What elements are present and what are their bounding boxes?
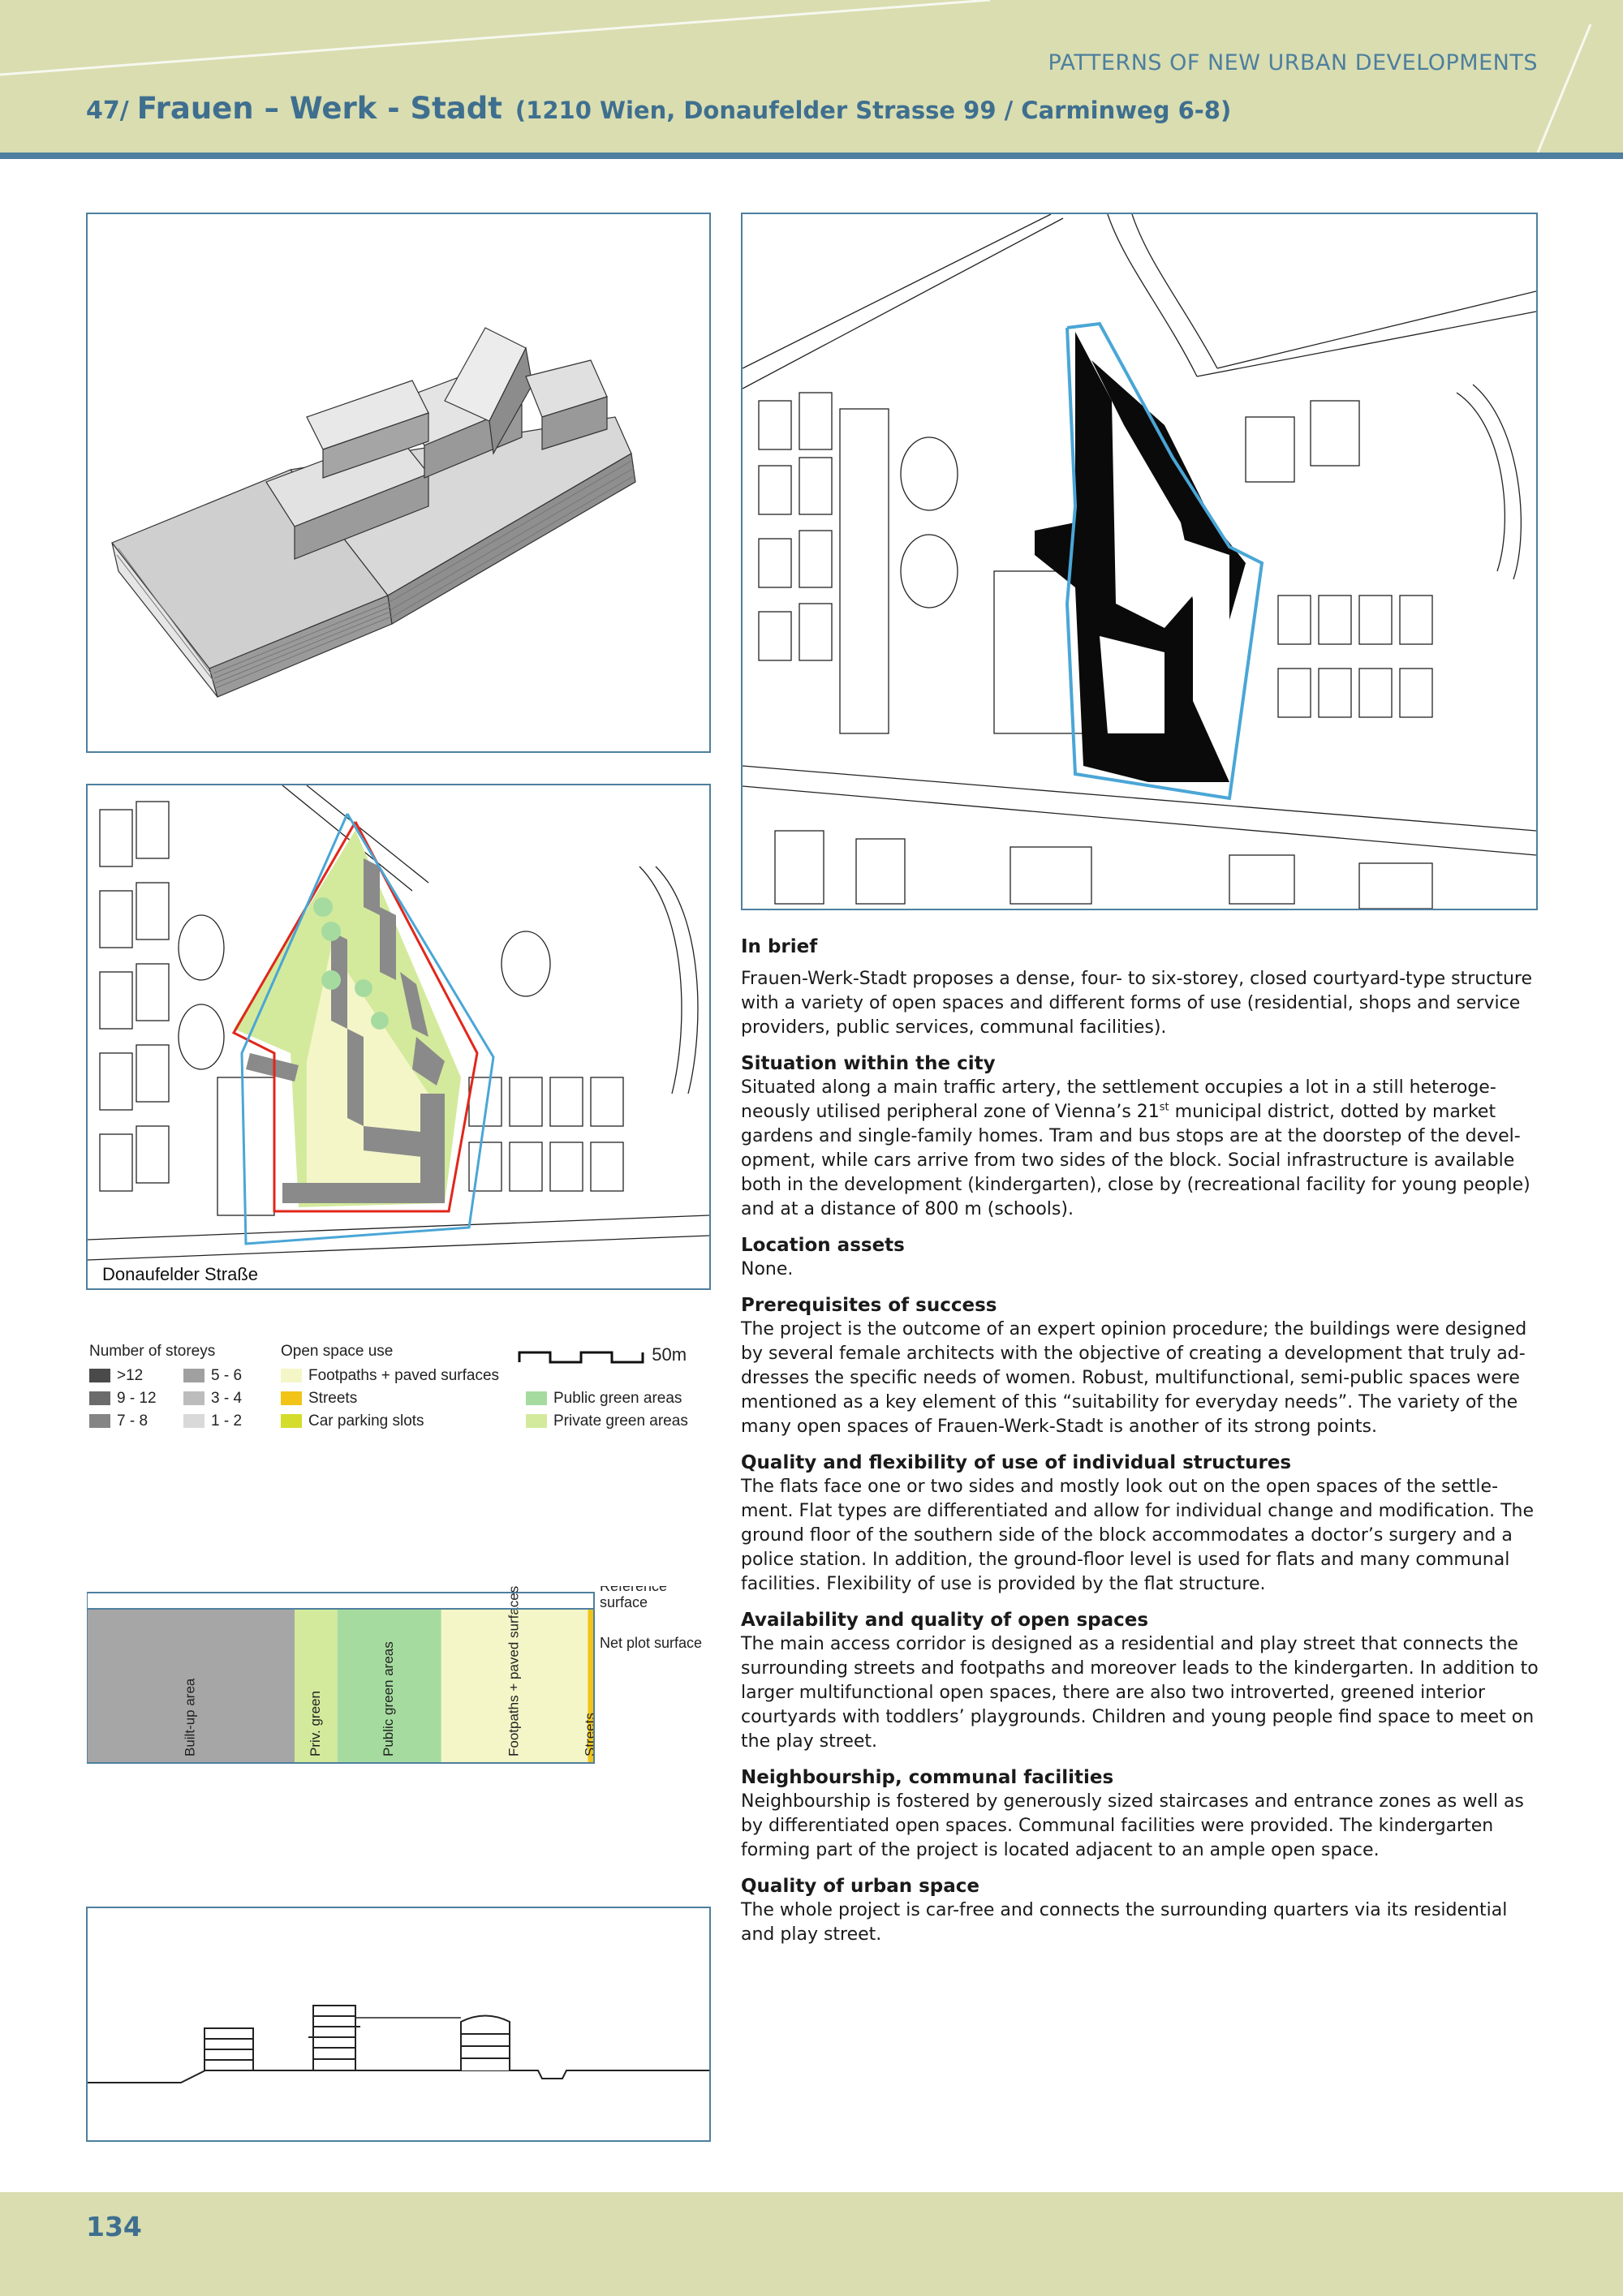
series-title: PATTERNS OF NEW URBAN DEVELOPMENTS (1048, 50, 1538, 75)
scale-bar (518, 1344, 687, 1365)
bar-label: Public green areas (381, 1641, 397, 1756)
label-reference-surface: Reference surface (600, 1586, 668, 1610)
legend-item: 3 - 4 (183, 1390, 242, 1408)
bar-label: Built-up area (182, 1678, 198, 1756)
legend-item: Footpaths + paved surfaces (281, 1367, 499, 1385)
heading-neighbourship: Neighbourship, communal facilities (741, 1767, 1114, 1788)
legend-open-space-title: Open space use (281, 1343, 394, 1360)
description-column (741, 935, 1544, 1958)
paragraph-location-assets: None. (741, 1259, 794, 1279)
legend-item: 7 - 8 (89, 1412, 148, 1430)
axonometric-view (86, 213, 711, 753)
page-footer (0, 2192, 1623, 2296)
paragraph-prerequisites: The project is the outcome of an expert opinion procedure; the buildings were designed by several female architects with the objective of creating a development that truly ad-dresses the specific needs of women. Robust, multifunctional, semi-public spaces were mentioned as a key element of this “suitability for everyday needs”. The variety of the many open spaces of Frauen-Werk-Stadt is another of its strong points. (741, 1319, 1527, 1437)
heading-open-spaces: Availability and quality of open spaces (741, 1610, 1149, 1631)
scale-label: 50m (652, 1344, 687, 1365)
heading-prerequisites: Prerequisites of success (741, 1295, 997, 1316)
label-net-plot-surface: Net plot surface (600, 1635, 703, 1651)
street-section-drawing (86, 1907, 711, 2142)
legend-item: Private green areas (526, 1412, 688, 1430)
paragraph-situation: Situated along a main traffic artery, the settlement occupies a lot in a still heteroge-neously utilised peripheral zone of Vienna’s 21st municipal district, dotted by market gardens and single-family homes. Tram and bus stops are at the doorstep of the devel-opment, while cars arrive from two sides of the block. Social infrastructure is available both in the development (kindergarten), close by (recreational facility for young people) and at a distance of 800 m (schools). (741, 1077, 1530, 1219)
paragraph-quality-flexibility: The flats face one or two sides and mostly look out on the open spaces of the settle-ment. Flat types are differentiated and allow for individual change and modification. The ground floor of the southern side of the block accommodates a doctor’s surgery and a police station. In addition, the ground-floor level is used for flats and many communal facilities. Flexibility of use is provided by the flat structure. (741, 1477, 1535, 1594)
heading-in-brief: In brief (741, 936, 818, 957)
heading-situation: Situation within the city (741, 1053, 996, 1074)
project-address: (1210 Wien, Donaufelder Strasse 99 / Carminweg 6-8) (514, 97, 1232, 124)
paragraph-in-brief: Frauen-Werk-Stadt proposes a dense, four- to six-storey, closed courtyard-type structure with a variety of open spaces and different forms of use (residential, shops and service providers, public services, communal facilities). (741, 969, 1533, 1038)
paragraph-neighbourship: Neighbourship is fostered by generously sized staircases and entrance zones as well as by differentiated open spaces. Communal facilities were provided. The kindergarten forming part of the project is located adjacent to an ample open space. (741, 1791, 1524, 1860)
bar-label: Footpaths + paved surfaces (506, 1586, 522, 1756)
page-title (86, 91, 1231, 126)
legend-storeys-title: Number of storeys (89, 1343, 216, 1360)
entry-number: 47/ (86, 97, 129, 125)
project-title: Frauen – Werk - Stadt (136, 91, 502, 126)
legend-item: 9 - 12 (89, 1390, 157, 1408)
site-plan-figure-ground (741, 213, 1538, 910)
heading-location-assets: Location assets (741, 1235, 905, 1256)
plot-area-chart (87, 1586, 712, 1769)
legend-item: Public green areas (526, 1390, 682, 1408)
bar-label: Priv. green (307, 1691, 323, 1756)
header-decoration (0, 0, 1623, 153)
street-label: Donaufelder Straße (102, 1264, 258, 1284)
paragraph-open-spaces: The main access corridor is designed as a residential and play street that connects the surrounding streets and footpaths and moreover leads to the kindergarten. In addition to larger multifunctional open spaces, there are also two introverted, greened interior courtyards with toddlers’ playgrounds. Children and young people find space to meet on the play street. (741, 1634, 1539, 1752)
legend-item: 1 - 2 (183, 1412, 242, 1430)
map-legend (88, 1343, 704, 1440)
page-header (0, 0, 1623, 159)
heading-urban-space: Quality of urban space (741, 1876, 980, 1897)
page-number: 134 (86, 2211, 142, 2242)
legend-item: >12 (89, 1367, 143, 1385)
legend-item: 5 - 6 (183, 1367, 242, 1385)
bar-label: Streets (582, 1713, 598, 1756)
heading-quality-flexibility: Quality and flexibility of use of individual structures (741, 1452, 1292, 1473)
legend-item: Car parking slots (281, 1412, 424, 1430)
site-plan-open-space-use (86, 784, 711, 1290)
legend-item: Streets (281, 1390, 357, 1408)
paragraph-urban-space: The whole project is car-free and connects the surrounding quarters via its residential and play street. (741, 1900, 1508, 1945)
